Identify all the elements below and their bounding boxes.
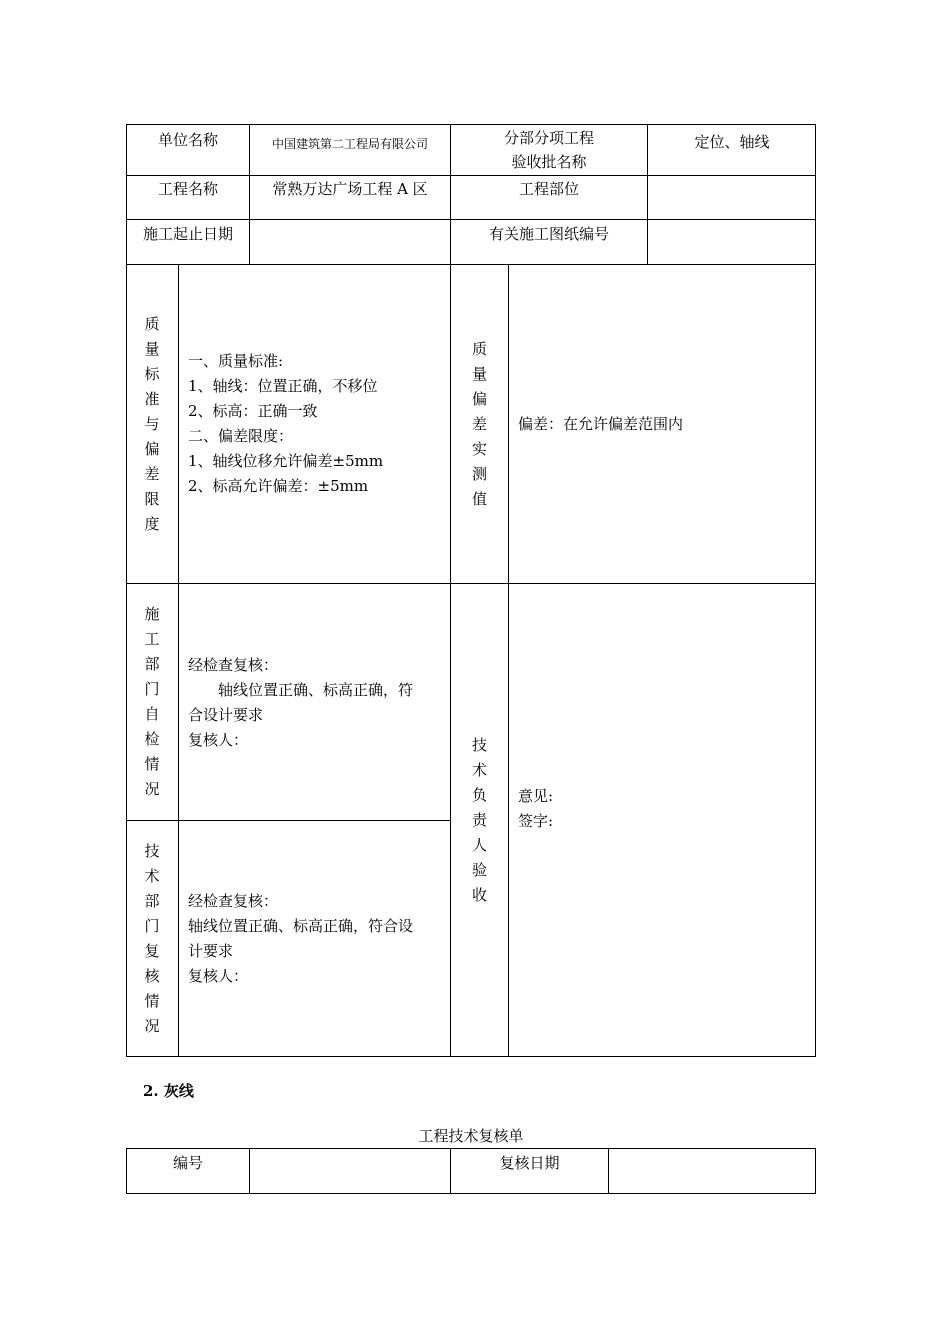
content-line: 1、轴线：位置正确，不移位	[188, 377, 378, 395]
content-line: 复核人：	[188, 967, 249, 985]
label-char: 门	[144, 917, 160, 935]
label-char: 偏	[144, 440, 160, 458]
section-heading: 2. 灰线	[143, 1082, 194, 1100]
label-char: 复	[144, 942, 160, 960]
project-part-value	[648, 175, 816, 177]
label-char: 准	[144, 390, 160, 408]
label-char: 差	[471, 415, 487, 433]
content-line: 2、标高：正确一致	[188, 402, 318, 420]
number-label: 编号	[172, 1154, 203, 1172]
label-char: 检	[144, 730, 160, 748]
content-line: 一、质量标准:	[188, 352, 284, 370]
quality-standard-content	[188, 349, 448, 499]
label-char: 偏	[471, 390, 487, 408]
label-char: 核	[144, 967, 160, 985]
quality-standard-label	[126, 312, 178, 537]
content-line: 2、标高允许偏差：±5mm	[188, 477, 369, 495]
label-char: 技	[471, 736, 487, 754]
col-divider	[508, 264, 509, 1057]
content-line: 经检查复核：	[188, 656, 279, 674]
label-char: 与	[144, 415, 160, 433]
row-divider	[126, 583, 816, 584]
tech-acceptance-label	[451, 733, 508, 908]
col-divider	[608, 1148, 609, 1194]
deviation-label	[451, 337, 508, 512]
row-divider	[126, 264, 816, 265]
label-char: 量	[144, 340, 160, 358]
label-char: 限	[144, 490, 160, 508]
project-name-value: 常熟万达广场工程 A 区	[272, 180, 428, 198]
content-line: 计要求	[188, 942, 234, 960]
content-line: 合设计要求	[188, 706, 264, 724]
project-name-label: 工程名称	[157, 180, 218, 198]
review-date-label: 复核日期	[499, 1154, 560, 1172]
drawing-number-label: 有关施工图纸编号	[488, 225, 609, 243]
sub-project-label-line1: 分部分项工程	[503, 129, 594, 147]
label-char: 值	[471, 490, 487, 508]
label-char: 工	[144, 630, 160, 648]
label-char: 术	[144, 867, 160, 885]
label-char: 自	[144, 705, 160, 723]
deviation-value: 偏差：在允许偏差范围内	[518, 415, 684, 433]
tech-review-label	[126, 839, 178, 1039]
label-char: 差	[144, 465, 160, 483]
label-char: 况	[144, 780, 160, 798]
sub-project-label-line2: 验收批名称	[511, 153, 587, 171]
review-form-title: 工程技术复核单	[418, 1127, 524, 1145]
row-divider	[126, 820, 451, 821]
tech-acceptance-content	[518, 784, 808, 834]
label-char: 况	[144, 1017, 160, 1035]
project-part-label: 工程部位	[518, 180, 579, 198]
label-char: 实	[471, 440, 487, 458]
unit-name-label: 单位名称	[157, 131, 218, 149]
label-char: 标	[144, 365, 160, 383]
sign-label: 签字:	[518, 812, 554, 830]
label-char: 术	[471, 761, 487, 779]
construction-date-value	[250, 220, 450, 222]
content-line: 1、轴线位移允许偏差±5mm	[188, 452, 384, 470]
self-check-label	[126, 602, 178, 802]
label-char: 收	[471, 886, 487, 904]
label-char: 度	[144, 515, 160, 533]
construction-date-label: 施工起止日期	[142, 225, 233, 243]
label-char: 情	[144, 992, 160, 1010]
col-divider	[178, 264, 179, 1057]
label-char: 人	[471, 836, 487, 854]
unit-name-value: 中国建筑第二工程局有限公司	[271, 137, 428, 151]
label-char: 责	[471, 811, 487, 829]
label-char: 门	[144, 680, 160, 698]
opinion-label: 意见:	[518, 787, 554, 805]
label-char: 情	[144, 755, 160, 773]
label-char: 质	[144, 315, 160, 333]
content-line: 二、偏差限度：	[188, 427, 294, 445]
self-check-content	[188, 653, 448, 753]
content-line: 复核人：	[188, 731, 249, 749]
drawing-number-value	[648, 220, 816, 222]
sub-project-label	[451, 126, 647, 174]
label-char: 量	[471, 365, 487, 383]
number-value	[250, 1149, 450, 1151]
label-char: 质	[471, 340, 487, 358]
label-char: 测	[471, 465, 487, 483]
label-char: 负	[471, 786, 487, 804]
sub-project-value: 定位、轴线	[694, 133, 770, 151]
review-date-value	[609, 1149, 816, 1151]
col-divider	[450, 124, 451, 1057]
content-line: 经检查复核：	[188, 892, 279, 910]
content-line: 轴线位置正确、标高正确，符合设	[188, 917, 414, 935]
label-char: 部	[144, 892, 160, 910]
label-char: 技	[144, 842, 160, 860]
label-char: 验	[471, 861, 487, 879]
label-char: 施	[144, 605, 160, 623]
content-line: 轴线位置正确、标高正确，符	[188, 681, 414, 699]
label-char: 部	[144, 655, 160, 673]
tech-review-content	[188, 889, 448, 989]
